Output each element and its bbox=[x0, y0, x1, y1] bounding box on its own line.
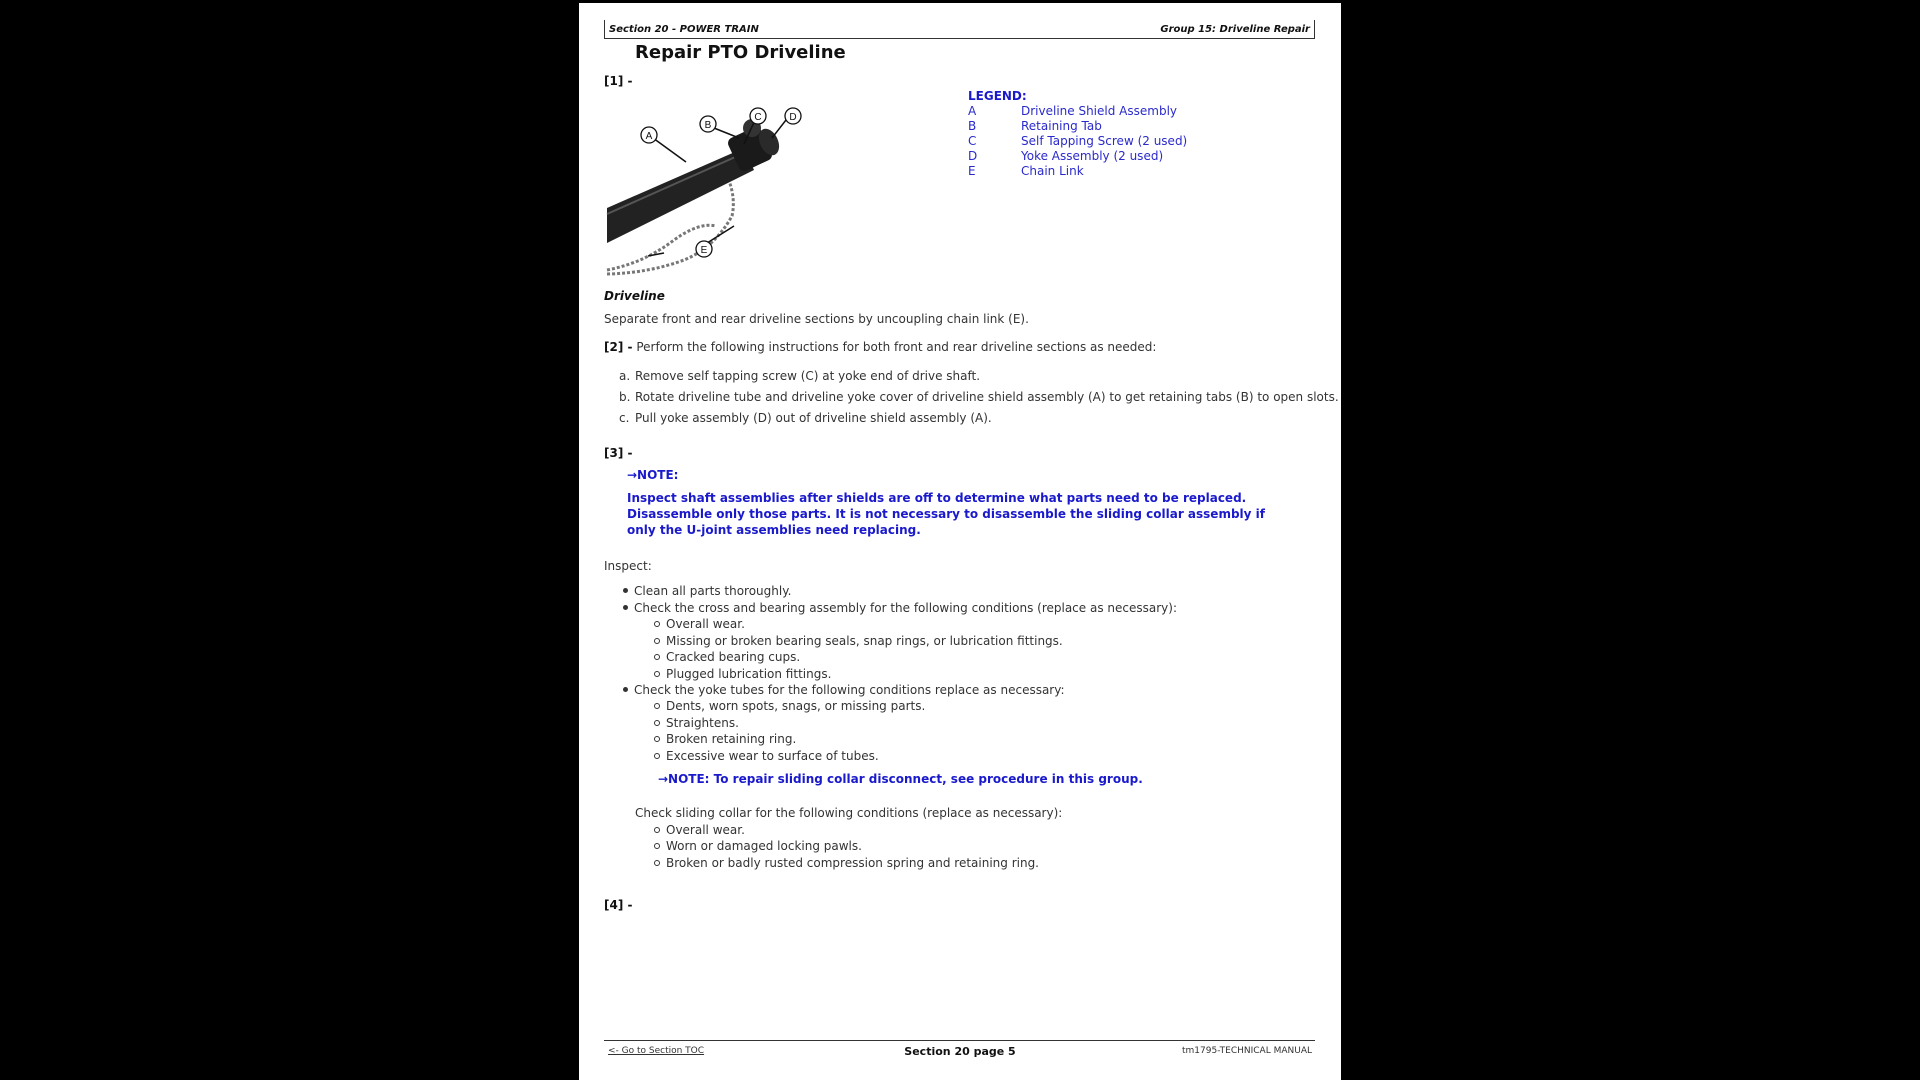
legend-item: E Chain Link bbox=[968, 164, 1084, 178]
step-1-text: Separate front and rear driveline sections by uncoupling chain link (E). bbox=[604, 312, 1029, 326]
legend-item: B Retaining Tab bbox=[968, 119, 1102, 133]
callout-a bbox=[641, 127, 657, 143]
inspect-label: Inspect: bbox=[604, 559, 652, 573]
driveline-figure bbox=[604, 98, 854, 283]
legend-item: C Self Tapping Screw (2 used) bbox=[968, 134, 1188, 148]
step-2: [2] - Perform the following instructions for both front and rear driveline sections as needed: bbox=[604, 340, 1157, 354]
driveline-illustration bbox=[604, 98, 854, 283]
bullet-item: Check the yoke tubes for the following conditions replace as necessary: bbox=[623, 683, 1065, 697]
svg-text:A: A bbox=[645, 131, 653, 142]
manual-page bbox=[579, 3, 1341, 1080]
go-to-section-toc-link[interactable]: <- Go to Section TOC bbox=[608, 1046, 705, 1056]
note-heading: →NOTE: bbox=[627, 468, 679, 482]
step-1-label: [1] - bbox=[604, 74, 633, 88]
footer-page-number: Section 20 page 5 bbox=[904, 1045, 1016, 1058]
figure-legend bbox=[968, 89, 1187, 179]
list-item: a. Remove self tapping screw (C) at yoke end of drive shaft. bbox=[619, 369, 981, 383]
step-4-label: [4] - bbox=[604, 898, 633, 912]
figure-caption: Driveline bbox=[604, 289, 665, 303]
svg-text:D: D bbox=[789, 112, 797, 123]
step-2-text: Perform the following instructions for both front and rear driveline sections as needed: bbox=[636, 340, 1157, 354]
bullet-item: Check the cross and bearing assembly for the following conditions (replace as necessary): bbox=[623, 601, 1177, 615]
svg-text:C: C bbox=[754, 112, 762, 123]
page-title: Repair PTO Driveline bbox=[635, 42, 846, 63]
leader-d bbox=[772, 120, 786, 138]
leader-b bbox=[714, 128, 739, 138]
list-item: b. Rotate driveline tube and driveline yoke cover of driveline shield assembly (A) to get retaining tabs (B) to open slots. bbox=[619, 390, 1339, 404]
callout-e bbox=[696, 241, 712, 257]
sub-bullet-item: Dents, worn spots, snags, or missing parts. bbox=[654, 699, 925, 713]
header-group: Group 15: Driveline Repair bbox=[1160, 24, 1310, 35]
sub-bullet-item: Straightens. bbox=[654, 716, 739, 730]
collar-text: Check sliding collar for the following conditions (replace as necessary): bbox=[635, 806, 1063, 820]
legend-item: A Driveline Shield Assembly bbox=[968, 104, 1178, 118]
header-section: Section 20 - POWER TRAIN bbox=[609, 24, 759, 35]
callout-d bbox=[785, 108, 801, 124]
sub-bullet-item: Broken or badly rusted compression spring and retaining ring. bbox=[654, 856, 1039, 870]
footer-divider bbox=[604, 1040, 1315, 1041]
sub-bullet-item: Overall wear. bbox=[654, 823, 745, 837]
note-body: Inspect shaft assemblies after shields are off to determine what parts need to be replaced. Disassemble only those parts. It is not necessary to disassemble the sliding collar assembly if only the U-joint assemblies need replacing. bbox=[627, 491, 1265, 537]
footer-manual-id: tm1795-TECHNICAL MANUAL bbox=[1182, 1046, 1312, 1056]
sub-bullet-item: Excessive wear to surface of tubes. bbox=[654, 749, 879, 763]
step-3-label: [3] - bbox=[604, 446, 633, 460]
sub-bullet-item: Overall wear. bbox=[654, 617, 745, 631]
sub-bullet-item: Plugged lubrication fittings. bbox=[654, 667, 831, 681]
sub-bullet-item: Cracked bearing cups. bbox=[654, 650, 800, 664]
legend-heading: LEGEND: bbox=[968, 89, 1027, 103]
sub-bullet-item: Missing or broken bearing seals, snap rings, or lubrication fittings. bbox=[654, 634, 1063, 648]
svg-text:E: E bbox=[700, 245, 708, 256]
legend-item: D Yoke Assembly (2 used) bbox=[968, 149, 1164, 163]
list-item: c. Pull yoke assembly (D) out of driveline shield assembly (A). bbox=[619, 411, 992, 425]
sub-bullet-item: Worn or damaged locking pawls. bbox=[654, 839, 862, 853]
bullet-item: Clean all parts thoroughly. bbox=[623, 584, 791, 598]
page-header bbox=[604, 20, 1315, 39]
callout-b bbox=[700, 116, 716, 132]
sub-bullet-item: Broken retaining ring. bbox=[654, 732, 796, 746]
svg-text:B: B bbox=[704, 120, 712, 131]
note-sliding-collar: →NOTE: To repair sliding collar disconnect, see procedure in this group. bbox=[658, 772, 1143, 786]
callout-c bbox=[750, 108, 766, 124]
leader-a bbox=[653, 138, 686, 162]
